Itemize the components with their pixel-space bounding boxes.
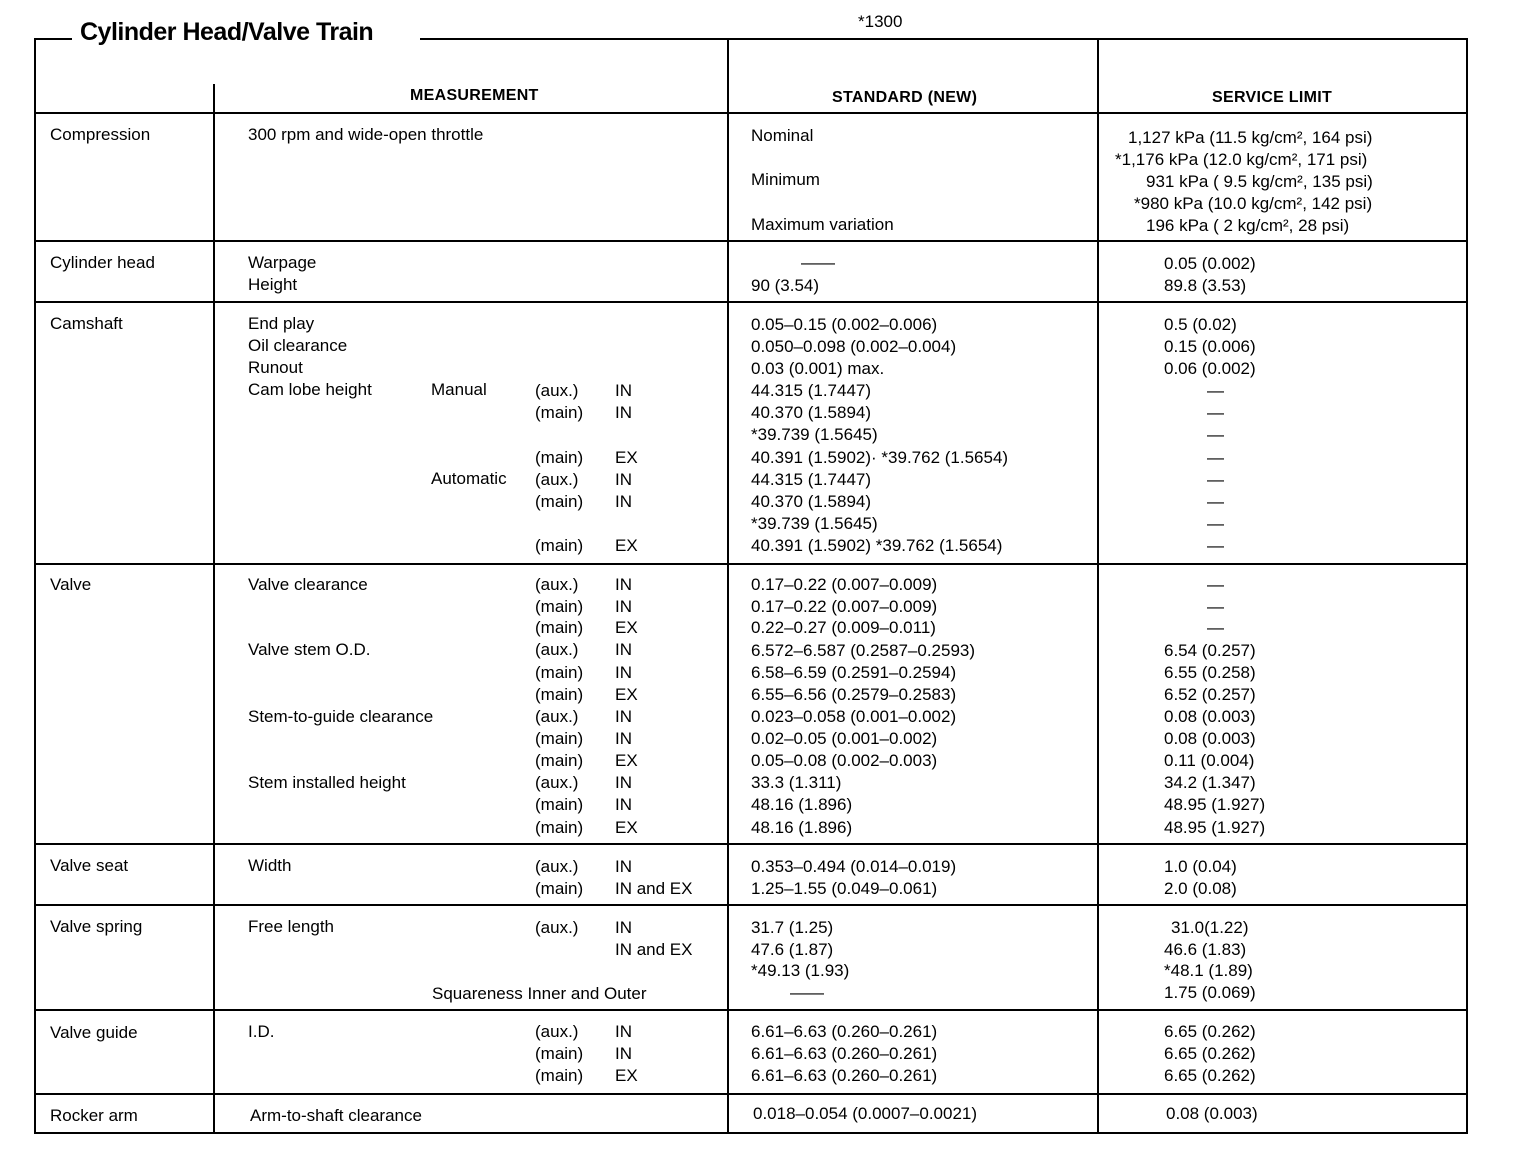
cam-limit-11: — <box>1207 536 1224 555</box>
valve-limit-3: — <box>1207 618 1224 637</box>
cam-side-1: IN <box>615 381 632 400</box>
rule-6 <box>34 1009 1468 1011</box>
seat-limit-1: 1.0 (0.04) <box>1164 857 1237 876</box>
col-divider-3 <box>1097 38 1099 1134</box>
cam-pos-8: (main) <box>535 536 584 555</box>
cam-std-8: 44.315 (1.7447) <box>751 470 872 489</box>
cam-std-11: 40.391 (1.5902) *39.762 (1.5654) <box>751 536 1003 555</box>
cat-camshaft: Camshaft <box>50 314 123 333</box>
compression-std-nominal: Nominal <box>751 126 814 145</box>
valve-limit-12: 48.95 (1.927) <box>1164 818 1266 837</box>
cylhead-item-height: Height <box>248 275 298 294</box>
guide-std-2: 6.61–6.63 (0.260–0.261) <box>751 1044 938 1063</box>
cam-limit-4: — <box>1207 381 1224 400</box>
seat-std-1: 0.353–0.494 (0.014–0.019) <box>751 857 957 876</box>
valve-item-stem-od: Valve stem O.D. <box>248 640 371 659</box>
rocker-item: Arm-to-shaft clearance <box>250 1106 422 1125</box>
rule-2 <box>34 301 1468 303</box>
rule-3 <box>34 563 1468 565</box>
valve-pos-3: (main) <box>535 618 584 637</box>
cam-side-4: EX <box>615 448 638 467</box>
compression-limit-5: 196 kPa ( 2 kg/cm², 28 psi) <box>1146 216 1350 235</box>
spring-limit-3: *48.1 (1.89) <box>1164 961 1253 980</box>
valve-pos-5: (main) <box>535 663 584 682</box>
seat-item-width: Width <box>248 856 292 875</box>
compression-std-maxvar: Maximum variation <box>751 215 894 234</box>
valve-std-11: 48.16 (1.896) <box>751 795 853 814</box>
seat-side-2: IN and EX <box>615 879 693 898</box>
valve-pos-12: (main) <box>535 818 584 837</box>
valve-side-6: EX <box>615 685 638 704</box>
valve-pos-10: (aux.) <box>535 773 579 792</box>
spring-limit-4: 1.75 (0.069) <box>1164 983 1256 1002</box>
spring-std-1: 31.7 (1.25) <box>751 918 834 937</box>
guide-pos-2: (main) <box>535 1044 584 1063</box>
cam-std-1: 0.05–0.15 (0.002–0.006) <box>751 315 938 334</box>
cam-std-10: *39.739 (1.5645) <box>751 514 878 533</box>
valve-item-installed-height: Stem installed height <box>248 773 406 792</box>
header-measurement: MEASUREMENT <box>410 87 539 104</box>
cat-valve-spring: Valve spring <box>50 917 143 936</box>
cylhead-limit-warpage: 0.05 (0.002) <box>1164 254 1256 273</box>
valve-limit-7: 0.08 (0.003) <box>1164 707 1256 726</box>
cam-pos-6: (main) <box>535 492 584 511</box>
valve-std-5: 6.58–6.59 (0.2591–0.2594) <box>751 663 957 682</box>
valve-side-10: IN <box>615 773 632 792</box>
guide-std-1: 6.61–6.63 (0.260–0.261) <box>751 1022 938 1041</box>
rule-4 <box>34 843 1468 845</box>
cam-std-6: *39.739 (1.5645) <box>751 425 878 444</box>
guide-side-2: IN <box>615 1044 632 1063</box>
cam-item-runout: Runout <box>248 358 303 377</box>
rocker-std: 0.018–0.054 (0.0007–0.0021) <box>753 1104 978 1123</box>
cam-trans-manual: Manual <box>431 380 487 399</box>
spring-std-3: *49.13 (1.93) <box>751 961 850 980</box>
valve-pos-2: (main) <box>535 597 584 616</box>
spring-pos-1: (aux.) <box>535 918 579 937</box>
valve-limit-5: 6.55 (0.258) <box>1164 663 1256 682</box>
cylhead-std-height: 90 (3.54) <box>751 276 820 295</box>
cam-limit-3: 0.06 (0.002) <box>1164 359 1256 378</box>
rocker-limit: 0.08 (0.003) <box>1166 1104 1258 1123</box>
cat-valve-seat: Valve seat <box>50 856 129 875</box>
seat-std-2: 1.25–1.55 (0.049–0.061) <box>751 879 938 898</box>
valve-std-9: 0.05–0.08 (0.002–0.003) <box>751 751 938 770</box>
compression-limit-3: 931 kPa ( 9.5 kg/cm², 135 psi) <box>1146 172 1373 191</box>
cam-limit-5: — <box>1207 403 1224 422</box>
guide-limit-2: 6.65 (0.262) <box>1164 1044 1256 1063</box>
valve-pos-11: (main) <box>535 795 584 814</box>
guide-side-3: EX <box>615 1066 638 1085</box>
spring-limit-2: 46.6 (1.83) <box>1164 940 1247 959</box>
valve-std-1: 0.17–0.22 (0.007–0.009) <box>751 575 938 594</box>
cam-std-5: 40.370 (1.5894) <box>751 403 872 422</box>
valve-limit-4: 6.54 (0.257) <box>1164 641 1256 660</box>
valve-pos-9: (main) <box>535 751 584 770</box>
cam-limit-2: 0.15 (0.006) <box>1164 337 1256 356</box>
valve-pos-8: (main) <box>535 729 584 748</box>
header-service-limit: SERVICE LIMIT <box>1212 89 1333 106</box>
valve-std-2: 0.17–0.22 (0.007–0.009) <box>751 597 938 616</box>
rule-7 <box>34 1093 1468 1095</box>
cat-valve: Valve <box>50 575 92 594</box>
compression-measurement: 300 rpm and wide-open throttle <box>248 125 484 144</box>
valve-item-clearance: Valve clearance <box>248 575 368 594</box>
cam-std-3: 0.03 (0.001) max. <box>751 359 885 378</box>
valve-std-8: 0.02–0.05 (0.001–0.002) <box>751 729 938 748</box>
valve-side-11: IN <box>615 795 632 814</box>
cam-limit-7: — <box>1207 448 1224 467</box>
cylhead-limit-height: 89.8 (3.53) <box>1164 276 1247 295</box>
spring-std-4: —— <box>790 983 824 1002</box>
spring-item-squareness: Squareness Inner and Outer <box>432 984 647 1003</box>
seat-pos-1: (aux.) <box>535 857 579 876</box>
valve-pos-7: (aux.) <box>535 707 579 726</box>
cylhead-std-warpage: —— <box>801 253 835 272</box>
cam-side-2: IN <box>615 403 632 422</box>
guide-item-id: I.D. <box>248 1022 275 1041</box>
valve-limit-9: 0.11 (0.004) <box>1164 751 1255 770</box>
cam-limit-6: — <box>1207 425 1224 444</box>
frame-top-right-rule <box>420 38 1466 40</box>
cam-trans-auto: Automatic <box>431 469 507 488</box>
guide-pos-1: (aux.) <box>535 1022 579 1041</box>
valve-pos-1: (aux.) <box>535 575 579 594</box>
frame-bottom-rule <box>34 1132 1468 1134</box>
header-standard: STANDARD (NEW) <box>832 89 978 106</box>
guide-pos-3: (main) <box>535 1066 584 1085</box>
valve-limit-6: 6.52 (0.257) <box>1164 685 1256 704</box>
compression-limit-2: *1,176 kPa (12.0 kg/cm², 171 psi) <box>1115 150 1368 169</box>
frame-left-rule <box>34 38 36 1133</box>
valve-side-8: IN <box>615 729 632 748</box>
frame-top-left-rule <box>34 38 72 40</box>
valve-std-7: 0.023–0.058 (0.001–0.002) <box>751 707 957 726</box>
valve-limit-11: 48.95 (1.927) <box>1164 795 1266 814</box>
rule-1 <box>34 240 1468 242</box>
guide-limit-3: 6.65 (0.262) <box>1164 1066 1256 1085</box>
cam-std-7: 40.391 (1.5902)· *39.762 (1.5654) <box>751 448 1009 467</box>
cat-valve-guide: Valve guide <box>50 1023 138 1042</box>
valve-side-9: EX <box>615 751 638 770</box>
cam-item-endplay: End play <box>248 314 315 333</box>
compression-std-minimum: Minimum <box>751 170 820 189</box>
guide-side-1: IN <box>615 1022 632 1041</box>
cylhead-item-warpage: Warpage <box>248 253 317 272</box>
compression-limit-1: 1,127 kPa (11.5 kg/cm², 164 psi) <box>1128 128 1373 147</box>
cam-pos-1: (aux.) <box>535 381 579 400</box>
valve-side-12: EX <box>615 818 638 837</box>
valve-side-5: IN <box>615 663 632 682</box>
cam-side-6: IN <box>615 492 632 511</box>
guide-limit-1: 6.65 (0.262) <box>1164 1022 1256 1041</box>
valve-std-3: 0.22–0.27 (0.009–0.011) <box>751 618 936 637</box>
cat-rocker-arm: Rocker arm <box>50 1106 138 1125</box>
spring-side-2: IN and EX <box>615 940 693 959</box>
cam-side-5: IN <box>615 470 632 489</box>
page-title: Cylinder Head/Valve Train <box>80 18 379 47</box>
valve-side-1: IN <box>615 575 632 594</box>
frame-right-rule <box>1466 38 1468 1133</box>
valve-std-6: 6.55–6.56 (0.2579–0.2583) <box>751 685 957 704</box>
cam-pos-4: (main) <box>535 448 584 467</box>
rule-5 <box>34 904 1468 906</box>
cam-std-4: 44.315 (1.7447) <box>751 381 872 400</box>
cat-cylinder-head: Cylinder head <box>50 253 155 272</box>
valve-limit-1: — <box>1207 575 1224 594</box>
spring-std-2: 47.6 (1.87) <box>751 940 834 959</box>
valve-limit-10: 34.2 (1.347) <box>1164 773 1256 792</box>
cam-limit-1: 0.5 (0.02) <box>1164 315 1237 334</box>
valve-pos-4: (aux.) <box>535 640 579 659</box>
valve-limit-2: — <box>1207 597 1224 616</box>
valve-pos-6: (main) <box>535 685 584 704</box>
cam-limit-10: — <box>1207 514 1224 533</box>
compression-limit-4: *980 kPa (10.0 kg/cm², 142 psi) <box>1134 194 1373 213</box>
cam-item-oilclear: Oil clearance <box>248 336 348 355</box>
cam-std-2: 0.050–0.098 (0.002–0.004) <box>751 337 957 356</box>
cam-std-9: 40.370 (1.5894) <box>751 492 872 511</box>
cam-limit-8: — <box>1207 470 1224 489</box>
cam-pos-2: (main) <box>535 403 584 422</box>
valve-limit-8: 0.08 (0.003) <box>1164 729 1256 748</box>
valve-side-2: IN <box>615 597 632 616</box>
valve-std-12: 48.16 (1.896) <box>751 818 853 837</box>
top-note: *1300 <box>858 12 903 31</box>
cam-limit-9: — <box>1207 492 1224 511</box>
seat-pos-2: (main) <box>535 879 584 898</box>
valve-std-10: 33.3 (1.311) <box>751 773 842 792</box>
rule-header <box>34 112 1468 114</box>
seat-limit-2: 2.0 (0.08) <box>1164 879 1237 898</box>
spring-limit-1: 31.0(1.22) <box>1171 918 1249 937</box>
valve-side-4: IN <box>615 640 632 659</box>
seat-side-1: IN <box>615 857 632 876</box>
cam-pos-5: (aux.) <box>535 470 579 489</box>
guide-std-3: 6.61–6.63 (0.260–0.261) <box>751 1066 938 1085</box>
spring-side-1: IN <box>615 918 632 937</box>
valve-side-3: EX <box>615 618 638 637</box>
spring-item-free-length: Free length <box>248 917 334 936</box>
col-divider-2 <box>727 38 729 1134</box>
valve-std-4: 6.572–6.587 (0.2587–0.2593) <box>751 641 976 660</box>
cat-compression: Compression <box>50 125 151 144</box>
cam-item-lobe: Cam lobe height <box>248 380 372 399</box>
cam-side-8: EX <box>615 536 638 555</box>
valve-side-7: IN <box>615 707 632 726</box>
valve-item-stem-guide: Stem-to-guide clearance <box>248 707 434 726</box>
